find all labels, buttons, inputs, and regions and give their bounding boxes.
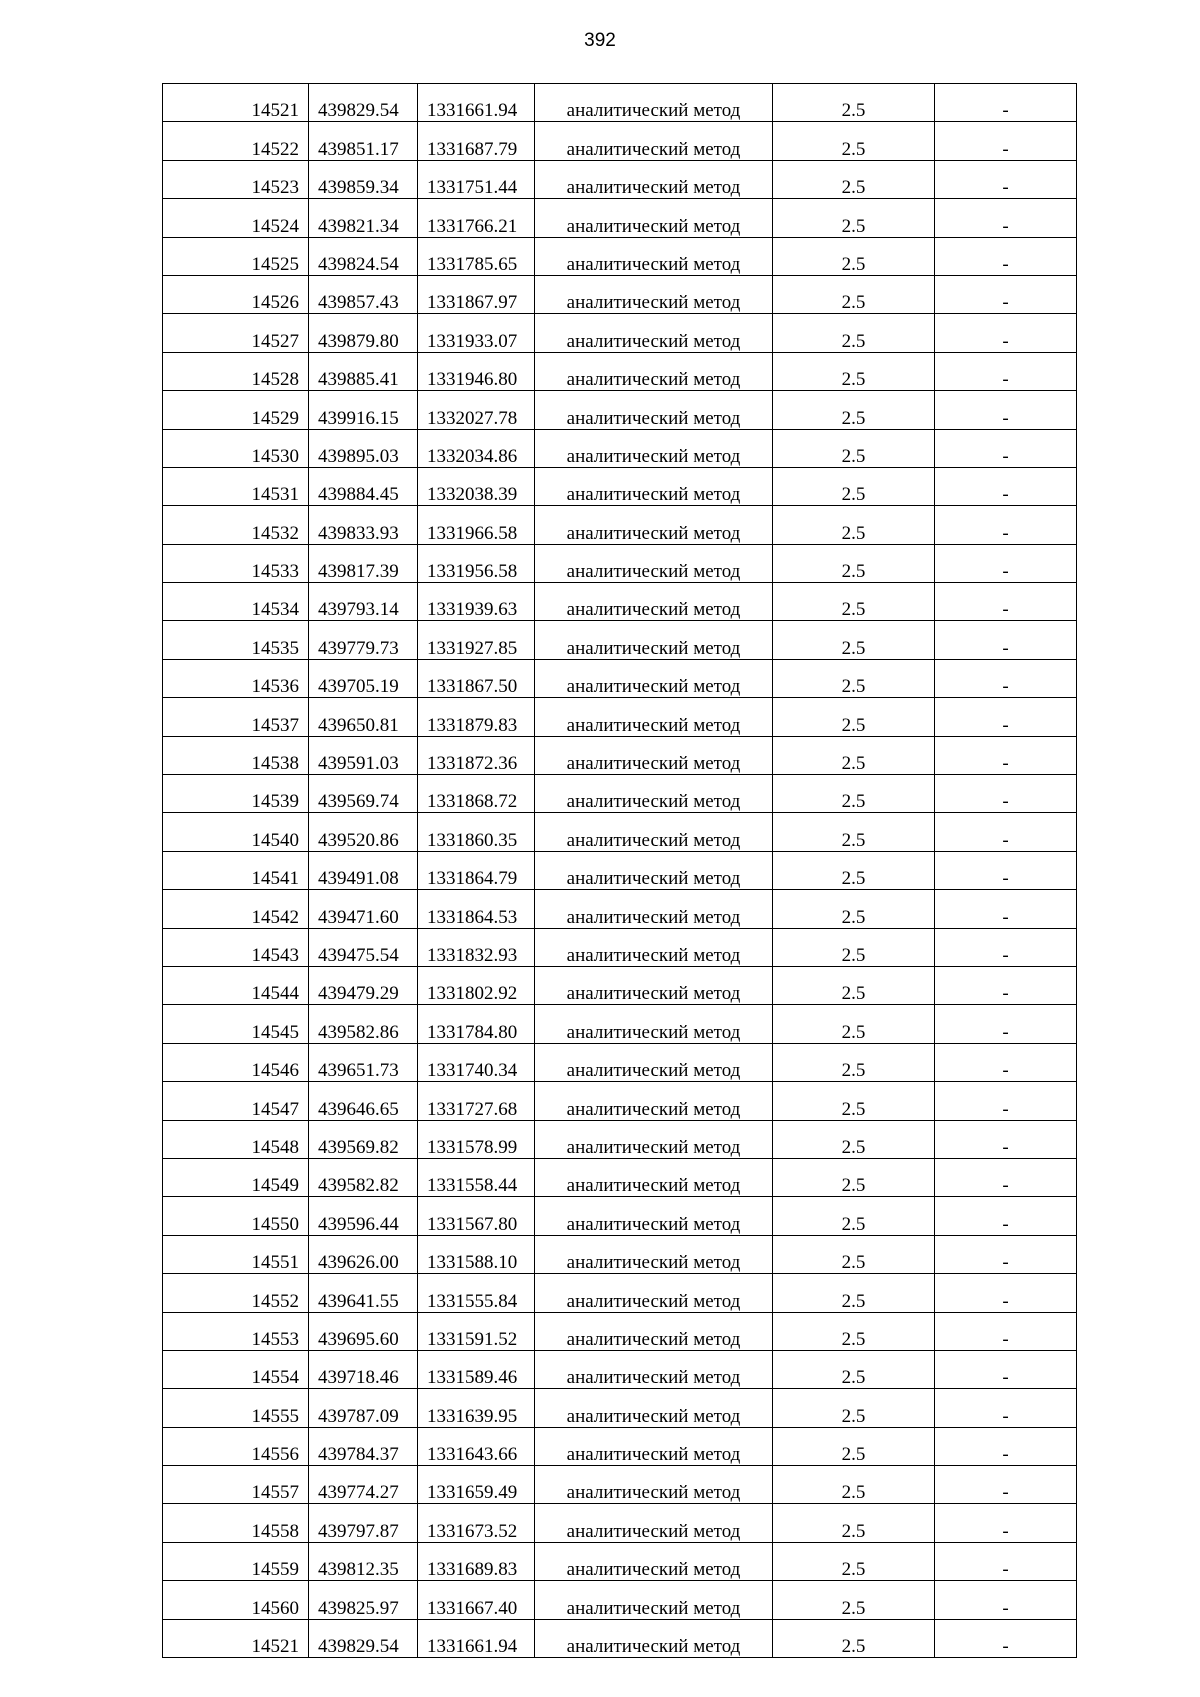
table-row bbox=[163, 1581, 1077, 1619]
x-coordinate-cell: 439787.09 bbox=[309, 1389, 418, 1427]
point-number-cell: 14522 bbox=[163, 122, 309, 160]
note-cell: - bbox=[935, 122, 1077, 160]
point-number-cell: 14527 bbox=[163, 314, 309, 352]
point-number-cell: 14528 bbox=[163, 352, 309, 390]
table-row bbox=[163, 1197, 1077, 1235]
method-cell: аналитический метод bbox=[535, 1197, 773, 1235]
note-cell: - bbox=[935, 736, 1077, 774]
method-cell: аналитический метод bbox=[535, 1043, 773, 1081]
y-coordinate-cell: 1331879.83 bbox=[418, 698, 535, 736]
accuracy-cell: 2.5 bbox=[773, 583, 935, 621]
point-number-cell: 14533 bbox=[163, 544, 309, 582]
y-coordinate-cell: 1331567.80 bbox=[418, 1197, 535, 1235]
method-cell: аналитический метод bbox=[535, 122, 773, 160]
y-coordinate-cell: 1331588.10 bbox=[418, 1235, 535, 1273]
table-row bbox=[163, 1043, 1077, 1081]
point-number-cell: 14547 bbox=[163, 1082, 309, 1120]
x-coordinate-cell: 439784.37 bbox=[309, 1427, 418, 1465]
note-cell: - bbox=[935, 1504, 1077, 1542]
accuracy-cell: 2.5 bbox=[773, 1235, 935, 1273]
method-cell: аналитический метод bbox=[535, 698, 773, 736]
accuracy-cell: 2.5 bbox=[773, 237, 935, 275]
y-coordinate-cell: 1331751.44 bbox=[418, 160, 535, 198]
point-number-cell: 14556 bbox=[163, 1427, 309, 1465]
note-cell: - bbox=[935, 1389, 1077, 1427]
method-cell: аналитический метод bbox=[535, 775, 773, 813]
accuracy-cell: 2.5 bbox=[773, 467, 935, 505]
point-number-cell: 14560 bbox=[163, 1581, 309, 1619]
note-cell: - bbox=[935, 851, 1077, 889]
y-coordinate-cell: 1331578.99 bbox=[418, 1120, 535, 1158]
y-coordinate-cell: 1331740.34 bbox=[418, 1043, 535, 1081]
note-cell: - bbox=[935, 544, 1077, 582]
x-coordinate-cell: 439793.14 bbox=[309, 583, 418, 621]
point-number-cell: 14529 bbox=[163, 391, 309, 429]
point-number-cell: 14541 bbox=[163, 851, 309, 889]
x-coordinate-cell: 439884.45 bbox=[309, 467, 418, 505]
note-cell: - bbox=[935, 583, 1077, 621]
point-number-cell: 14558 bbox=[163, 1504, 309, 1542]
method-cell: аналитический метод bbox=[535, 1581, 773, 1619]
note-cell: - bbox=[935, 429, 1077, 467]
y-coordinate-cell: 1331558.44 bbox=[418, 1158, 535, 1196]
x-coordinate-cell: 439569.74 bbox=[309, 775, 418, 813]
table-row bbox=[163, 1005, 1077, 1043]
point-number-cell: 14557 bbox=[163, 1466, 309, 1504]
method-cell: аналитический метод bbox=[535, 583, 773, 621]
table-row bbox=[163, 813, 1077, 851]
note-cell: - bbox=[935, 1581, 1077, 1619]
x-coordinate-cell: 439641.55 bbox=[309, 1274, 418, 1312]
table-row bbox=[163, 1082, 1077, 1120]
y-coordinate-cell: 1331867.97 bbox=[418, 275, 535, 313]
note-cell: - bbox=[935, 775, 1077, 813]
note-cell: - bbox=[935, 1120, 1077, 1158]
x-coordinate-cell: 439885.41 bbox=[309, 352, 418, 390]
x-coordinate-cell: 439833.93 bbox=[309, 506, 418, 544]
note-cell: - bbox=[935, 160, 1077, 198]
note-cell: - bbox=[935, 1158, 1077, 1196]
table-row bbox=[163, 314, 1077, 352]
y-coordinate-cell: 1331659.49 bbox=[418, 1466, 535, 1504]
y-coordinate-cell: 1331661.94 bbox=[418, 84, 535, 122]
table-row bbox=[163, 352, 1077, 390]
y-coordinate-cell: 1331933.07 bbox=[418, 314, 535, 352]
x-coordinate-cell: 439895.03 bbox=[309, 429, 418, 467]
accuracy-cell: 2.5 bbox=[773, 1389, 935, 1427]
table-row bbox=[163, 928, 1077, 966]
note-cell: - bbox=[935, 352, 1077, 390]
table-row bbox=[163, 1158, 1077, 1196]
method-cell: аналитический метод bbox=[535, 736, 773, 774]
x-coordinate-cell: 439582.86 bbox=[309, 1005, 418, 1043]
y-coordinate-cell: 1331667.40 bbox=[418, 1581, 535, 1619]
method-cell: аналитический метод bbox=[535, 84, 773, 122]
table-row bbox=[163, 1312, 1077, 1350]
point-number-cell: 14523 bbox=[163, 160, 309, 198]
y-coordinate-cell: 1331802.92 bbox=[418, 966, 535, 1004]
y-coordinate-cell: 1331766.21 bbox=[418, 199, 535, 237]
x-coordinate-cell: 439879.80 bbox=[309, 314, 418, 352]
method-cell: аналитический метод bbox=[535, 1619, 773, 1657]
table-row bbox=[163, 544, 1077, 582]
x-coordinate-cell: 439857.43 bbox=[309, 275, 418, 313]
note-cell: - bbox=[935, 1466, 1077, 1504]
accuracy-cell: 2.5 bbox=[773, 775, 935, 813]
method-cell: аналитический метод bbox=[535, 1466, 773, 1504]
accuracy-cell: 2.5 bbox=[773, 1427, 935, 1465]
x-coordinate-cell: 439471.60 bbox=[309, 890, 418, 928]
point-number-cell: 14524 bbox=[163, 199, 309, 237]
table-row bbox=[163, 160, 1077, 198]
table-row bbox=[163, 1350, 1077, 1388]
point-number-cell: 14521 bbox=[163, 1619, 309, 1657]
y-coordinate-cell: 1331832.93 bbox=[418, 928, 535, 966]
note-cell: - bbox=[935, 275, 1077, 313]
y-coordinate-cell: 1331673.52 bbox=[418, 1504, 535, 1542]
x-coordinate-cell: 439582.82 bbox=[309, 1158, 418, 1196]
table-row bbox=[163, 851, 1077, 889]
accuracy-cell: 2.5 bbox=[773, 1158, 935, 1196]
x-coordinate-cell: 439650.81 bbox=[309, 698, 418, 736]
method-cell: аналитический метод bbox=[535, 352, 773, 390]
point-number-cell: 14538 bbox=[163, 736, 309, 774]
table-row bbox=[163, 1504, 1077, 1542]
accuracy-cell: 2.5 bbox=[773, 1082, 935, 1120]
x-coordinate-cell: 439646.65 bbox=[309, 1082, 418, 1120]
table-row bbox=[163, 1619, 1077, 1657]
accuracy-cell: 2.5 bbox=[773, 1120, 935, 1158]
table-row bbox=[163, 966, 1077, 1004]
x-coordinate-cell: 439779.73 bbox=[309, 621, 418, 659]
y-coordinate-cell: 1332034.86 bbox=[418, 429, 535, 467]
x-coordinate-cell: 439705.19 bbox=[309, 659, 418, 697]
method-cell: аналитический метод bbox=[535, 659, 773, 697]
x-coordinate-cell: 439859.34 bbox=[309, 160, 418, 198]
y-coordinate-cell: 1331864.79 bbox=[418, 851, 535, 889]
y-coordinate-cell: 1331639.95 bbox=[418, 1389, 535, 1427]
accuracy-cell: 2.5 bbox=[773, 160, 935, 198]
table-row bbox=[163, 237, 1077, 275]
table-row bbox=[163, 429, 1077, 467]
method-cell: аналитический метод bbox=[535, 1005, 773, 1043]
method-cell: аналитический метод bbox=[535, 1120, 773, 1158]
note-cell: - bbox=[935, 1082, 1077, 1120]
table-row bbox=[163, 1389, 1077, 1427]
note-cell: - bbox=[935, 84, 1077, 122]
method-cell: аналитический метод bbox=[535, 391, 773, 429]
x-coordinate-cell: 439829.54 bbox=[309, 1619, 418, 1657]
x-coordinate-cell: 439774.27 bbox=[309, 1466, 418, 1504]
y-coordinate-cell: 1331946.80 bbox=[418, 352, 535, 390]
x-coordinate-cell: 439797.87 bbox=[309, 1504, 418, 1542]
x-coordinate-cell: 439596.44 bbox=[309, 1197, 418, 1235]
note-cell: - bbox=[935, 391, 1077, 429]
point-number-cell: 14551 bbox=[163, 1235, 309, 1273]
point-number-cell: 14555 bbox=[163, 1389, 309, 1427]
accuracy-cell: 2.5 bbox=[773, 391, 935, 429]
table-row bbox=[163, 621, 1077, 659]
table-row bbox=[163, 1466, 1077, 1504]
y-coordinate-cell: 1331589.46 bbox=[418, 1350, 535, 1388]
table-row bbox=[163, 122, 1077, 160]
note-cell: - bbox=[935, 813, 1077, 851]
point-number-cell: 14554 bbox=[163, 1350, 309, 1388]
accuracy-cell: 2.5 bbox=[773, 1542, 935, 1580]
method-cell: аналитический метод bbox=[535, 813, 773, 851]
x-coordinate-cell: 439824.54 bbox=[309, 237, 418, 275]
accuracy-cell: 2.5 bbox=[773, 275, 935, 313]
y-coordinate-cell: 1331555.84 bbox=[418, 1274, 535, 1312]
y-coordinate-cell: 1331727.68 bbox=[418, 1082, 535, 1120]
accuracy-cell: 2.5 bbox=[773, 813, 935, 851]
note-cell: - bbox=[935, 1350, 1077, 1388]
note-cell: - bbox=[935, 467, 1077, 505]
x-coordinate-cell: 439491.08 bbox=[309, 851, 418, 889]
x-coordinate-cell: 439475.54 bbox=[309, 928, 418, 966]
method-cell: аналитический метод bbox=[535, 890, 773, 928]
accuracy-cell: 2.5 bbox=[773, 659, 935, 697]
accuracy-cell: 2.5 bbox=[773, 352, 935, 390]
x-coordinate-cell: 439695.60 bbox=[309, 1312, 418, 1350]
table-row bbox=[163, 659, 1077, 697]
method-cell: аналитический метод bbox=[535, 1350, 773, 1388]
x-coordinate-cell: 439825.97 bbox=[309, 1581, 418, 1619]
table-row bbox=[163, 506, 1077, 544]
note-cell: - bbox=[935, 1312, 1077, 1350]
method-cell: аналитический метод bbox=[535, 621, 773, 659]
point-number-cell: 14531 bbox=[163, 467, 309, 505]
table-row bbox=[163, 199, 1077, 237]
y-coordinate-cell: 1331860.35 bbox=[418, 813, 535, 851]
y-coordinate-cell: 1331687.79 bbox=[418, 122, 535, 160]
point-number-cell: 14532 bbox=[163, 506, 309, 544]
note-cell: - bbox=[935, 237, 1077, 275]
accuracy-cell: 2.5 bbox=[773, 429, 935, 467]
x-coordinate-cell: 439851.17 bbox=[309, 122, 418, 160]
point-number-cell: 14553 bbox=[163, 1312, 309, 1350]
point-number-cell: 14526 bbox=[163, 275, 309, 313]
accuracy-cell: 2.5 bbox=[773, 506, 935, 544]
y-coordinate-cell: 1331939.63 bbox=[418, 583, 535, 621]
point-number-cell: 14550 bbox=[163, 1197, 309, 1235]
table-row bbox=[163, 84, 1077, 122]
x-coordinate-cell: 439916.15 bbox=[309, 391, 418, 429]
accuracy-cell: 2.5 bbox=[773, 1504, 935, 1542]
y-coordinate-cell: 1331927.85 bbox=[418, 621, 535, 659]
y-coordinate-cell: 1331643.66 bbox=[418, 1427, 535, 1465]
method-cell: аналитический метод bbox=[535, 928, 773, 966]
point-number-cell: 14540 bbox=[163, 813, 309, 851]
table-row bbox=[163, 1235, 1077, 1273]
note-cell: - bbox=[935, 1235, 1077, 1273]
point-number-cell: 14542 bbox=[163, 890, 309, 928]
table-row bbox=[163, 1542, 1077, 1580]
table-row bbox=[163, 1274, 1077, 1312]
accuracy-cell: 2.5 bbox=[773, 544, 935, 582]
point-number-cell: 14552 bbox=[163, 1274, 309, 1312]
accuracy-cell: 2.5 bbox=[773, 84, 935, 122]
note-cell: - bbox=[935, 506, 1077, 544]
method-cell: аналитический метод bbox=[535, 851, 773, 889]
point-number-cell: 14545 bbox=[163, 1005, 309, 1043]
accuracy-cell: 2.5 bbox=[773, 966, 935, 1004]
method-cell: аналитический метод bbox=[535, 1542, 773, 1580]
method-cell: аналитический метод bbox=[535, 467, 773, 505]
y-coordinate-cell: 1331864.53 bbox=[418, 890, 535, 928]
accuracy-cell: 2.5 bbox=[773, 1581, 935, 1619]
note-cell: - bbox=[935, 1005, 1077, 1043]
note-cell: - bbox=[935, 1427, 1077, 1465]
y-coordinate-cell: 1331784.80 bbox=[418, 1005, 535, 1043]
point-number-cell: 14549 bbox=[163, 1158, 309, 1196]
accuracy-cell: 2.5 bbox=[773, 851, 935, 889]
x-coordinate-cell: 439829.54 bbox=[309, 84, 418, 122]
y-coordinate-cell: 1331966.58 bbox=[418, 506, 535, 544]
accuracy-cell: 2.5 bbox=[773, 1312, 935, 1350]
table-row bbox=[163, 736, 1077, 774]
x-coordinate-cell: 439651.73 bbox=[309, 1043, 418, 1081]
table-row bbox=[163, 1427, 1077, 1465]
x-coordinate-cell: 439626.00 bbox=[309, 1235, 418, 1273]
note-cell: - bbox=[935, 1043, 1077, 1081]
method-cell: аналитический метод bbox=[535, 199, 773, 237]
point-number-cell: 14530 bbox=[163, 429, 309, 467]
accuracy-cell: 2.5 bbox=[773, 199, 935, 237]
table-row bbox=[163, 775, 1077, 813]
y-coordinate-cell: 1331872.36 bbox=[418, 736, 535, 774]
y-coordinate-cell: 1331661.94 bbox=[418, 1619, 535, 1657]
note-cell: - bbox=[935, 621, 1077, 659]
method-cell: аналитический метод bbox=[535, 314, 773, 352]
coordinates-table bbox=[162, 83, 1077, 1658]
method-cell: аналитический метод bbox=[535, 275, 773, 313]
coordinates-table-body bbox=[163, 84, 1077, 1658]
table-row bbox=[163, 467, 1077, 505]
y-coordinate-cell: 1331867.50 bbox=[418, 659, 535, 697]
accuracy-cell: 2.5 bbox=[773, 1197, 935, 1235]
accuracy-cell: 2.5 bbox=[773, 698, 935, 736]
note-cell: - bbox=[935, 199, 1077, 237]
table-row bbox=[163, 275, 1077, 313]
method-cell: аналитический метод bbox=[535, 237, 773, 275]
accuracy-cell: 2.5 bbox=[773, 1005, 935, 1043]
accuracy-cell: 2.5 bbox=[773, 1043, 935, 1081]
table-row bbox=[163, 1120, 1077, 1158]
accuracy-cell: 2.5 bbox=[773, 1466, 935, 1504]
y-coordinate-cell: 1331785.65 bbox=[418, 237, 535, 275]
note-cell: - bbox=[935, 698, 1077, 736]
note-cell: - bbox=[935, 314, 1077, 352]
method-cell: аналитический метод bbox=[535, 506, 773, 544]
accuracy-cell: 2.5 bbox=[773, 314, 935, 352]
y-coordinate-cell: 1331868.72 bbox=[418, 775, 535, 813]
note-cell: - bbox=[935, 1619, 1077, 1657]
method-cell: аналитический метод bbox=[535, 1235, 773, 1273]
point-number-cell: 14543 bbox=[163, 928, 309, 966]
accuracy-cell: 2.5 bbox=[773, 890, 935, 928]
note-cell: - bbox=[935, 890, 1077, 928]
note-cell: - bbox=[935, 966, 1077, 1004]
x-coordinate-cell: 439591.03 bbox=[309, 736, 418, 774]
accuracy-cell: 2.5 bbox=[773, 1619, 935, 1657]
note-cell: - bbox=[935, 1274, 1077, 1312]
x-coordinate-cell: 439821.34 bbox=[309, 199, 418, 237]
point-number-cell: 14539 bbox=[163, 775, 309, 813]
accuracy-cell: 2.5 bbox=[773, 928, 935, 966]
x-coordinate-cell: 439569.82 bbox=[309, 1120, 418, 1158]
table-row bbox=[163, 890, 1077, 928]
method-cell: аналитический метод bbox=[535, 1389, 773, 1427]
x-coordinate-cell: 439479.29 bbox=[309, 966, 418, 1004]
point-number-cell: 14535 bbox=[163, 621, 309, 659]
y-coordinate-cell: 1332038.39 bbox=[418, 467, 535, 505]
point-number-cell: 14525 bbox=[163, 237, 309, 275]
y-coordinate-cell: 1332027.78 bbox=[418, 391, 535, 429]
point-number-cell: 14544 bbox=[163, 966, 309, 1004]
table-row bbox=[163, 391, 1077, 429]
page-number: 392 bbox=[584, 30, 616, 51]
method-cell: аналитический метод bbox=[535, 544, 773, 582]
method-cell: аналитический метод bbox=[535, 1312, 773, 1350]
method-cell: аналитический метод bbox=[535, 1274, 773, 1312]
point-number-cell: 14546 bbox=[163, 1043, 309, 1081]
table-row bbox=[163, 698, 1077, 736]
note-cell: - bbox=[935, 659, 1077, 697]
x-coordinate-cell: 439520.86 bbox=[309, 813, 418, 851]
method-cell: аналитический метод bbox=[535, 1427, 773, 1465]
accuracy-cell: 2.5 bbox=[773, 1274, 935, 1312]
table-row bbox=[163, 583, 1077, 621]
accuracy-cell: 2.5 bbox=[773, 122, 935, 160]
method-cell: аналитический метод bbox=[535, 160, 773, 198]
point-number-cell: 14559 bbox=[163, 1542, 309, 1580]
method-cell: аналитический метод bbox=[535, 966, 773, 1004]
point-number-cell: 14521 bbox=[163, 84, 309, 122]
note-cell: - bbox=[935, 928, 1077, 966]
point-number-cell: 14536 bbox=[163, 659, 309, 697]
method-cell: аналитический метод bbox=[535, 1158, 773, 1196]
method-cell: аналитический метод bbox=[535, 1082, 773, 1120]
y-coordinate-cell: 1331956.58 bbox=[418, 544, 535, 582]
point-number-cell: 14534 bbox=[163, 583, 309, 621]
accuracy-cell: 2.5 bbox=[773, 621, 935, 659]
x-coordinate-cell: 439817.39 bbox=[309, 544, 418, 582]
method-cell: аналитический метод bbox=[535, 1504, 773, 1542]
point-number-cell: 14548 bbox=[163, 1120, 309, 1158]
y-coordinate-cell: 1331689.83 bbox=[418, 1542, 535, 1580]
method-cell: аналитический метод bbox=[535, 429, 773, 467]
x-coordinate-cell: 439718.46 bbox=[309, 1350, 418, 1388]
y-coordinate-cell: 1331591.52 bbox=[418, 1312, 535, 1350]
note-cell: - bbox=[935, 1542, 1077, 1580]
accuracy-cell: 2.5 bbox=[773, 1350, 935, 1388]
x-coordinate-cell: 439812.35 bbox=[309, 1542, 418, 1580]
accuracy-cell: 2.5 bbox=[773, 736, 935, 774]
note-cell: - bbox=[935, 1197, 1077, 1235]
point-number-cell: 14537 bbox=[163, 698, 309, 736]
